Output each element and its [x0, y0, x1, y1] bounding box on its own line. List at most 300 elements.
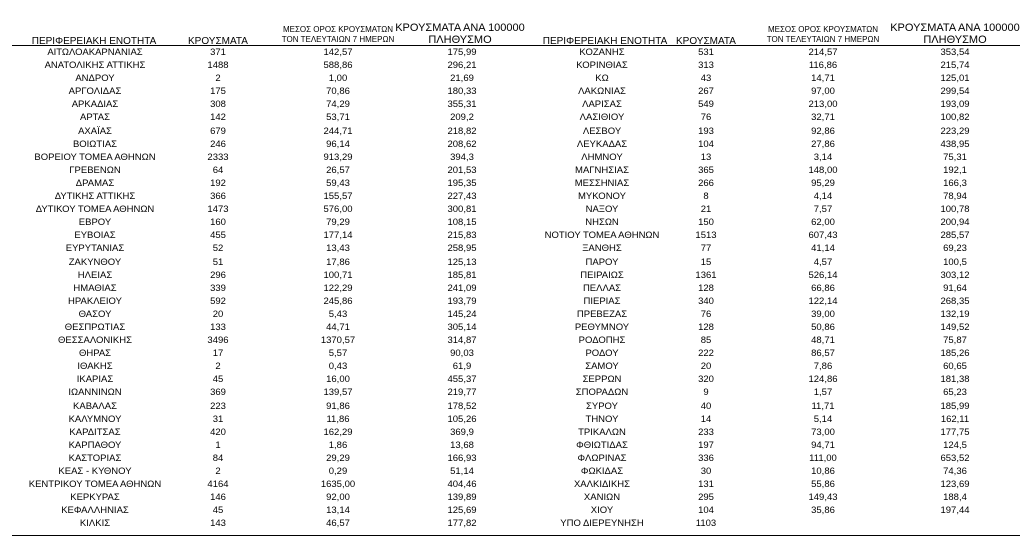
table-row: [520, 465, 1036, 478]
cell-region: ΙΘΑΚΗΣ: [77, 361, 113, 373]
cell-region: ΜΥΚΟΝΟΥ: [578, 191, 626, 203]
cell-cases: 531: [698, 47, 714, 58]
table-row: [520, 452, 1036, 465]
cell-region: ΚΕΝΤΡΙΚΟΥ ΤΟΜΕΑ ΑΘΗΝΩΝ: [28, 479, 162, 491]
cell-region: ΠΕΙΡΑΙΩΣ: [580, 269, 624, 281]
cell-per100k: 100,78: [940, 204, 970, 216]
header-cases: ΚΡΟΥΣΜΑΤΑ: [676, 36, 736, 47]
cell-cases: 455: [210, 230, 226, 242]
cell-avg7: 86,57: [811, 348, 835, 360]
cell-per100k: 74,36: [943, 466, 967, 477]
cell-avg7: 5,14: [813, 413, 833, 425]
cell-region: ΡΟΔΟΠΗΣ: [578, 335, 626, 347]
cell-avg7: 576,00: [323, 204, 353, 216]
cell-avg7: 0,29: [328, 466, 348, 477]
cell-cases: 133: [210, 321, 226, 333]
cell-region: ΛΕΥΚΑΔΑΣ: [576, 138, 628, 150]
right-rows: [520, 46, 1036, 530]
cell-per100k: 51,14: [450, 466, 474, 477]
cell-cases: 3496: [207, 335, 229, 347]
table-row: [520, 216, 1036, 229]
cell-region: ΛΕΣΒΟΥ: [582, 125, 622, 137]
cell-region: ΑΙΤΩΛΟΑΚΑΡΝΑΝΙΑΣ: [47, 47, 143, 58]
cell-region: ΚΕΑΣ - ΚΥΘΝΟΥ: [58, 466, 132, 477]
table-row: [520, 478, 1036, 491]
left-rows: [0, 46, 520, 530]
cell-cases: 193: [698, 125, 714, 137]
cell-per100k: 60,65: [943, 361, 967, 373]
cell-cases: 104: [698, 138, 714, 150]
cell-region: ΑΝΔΡΟΥ: [75, 73, 115, 85]
cell-per100k: 181,38: [940, 374, 970, 386]
cell-cases: 679: [210, 125, 226, 137]
cell-cases: 131: [698, 479, 714, 491]
cell-region: ΚΩ: [595, 73, 609, 85]
cell-avg7: 27,86: [811, 138, 835, 150]
cell-per100k: 404,46: [447, 479, 477, 491]
cell-cases: 1513: [695, 230, 717, 242]
cell-region: ΔΡΑΜΑΣ: [75, 177, 115, 189]
table-row: [520, 517, 1036, 530]
cell-per100k: 296,21: [447, 60, 477, 72]
cell-avg7: 96,14: [326, 138, 350, 150]
cell-per100k: 123,69: [940, 479, 970, 491]
cell-avg7: 4,57: [813, 256, 833, 268]
cell-per100k: 61,9: [452, 361, 472, 373]
cell-per100k: 185,26: [940, 348, 970, 360]
cell-cases: 192: [210, 177, 226, 189]
cell-cases: 197: [698, 439, 714, 451]
cell-per100k: 455,37: [447, 374, 477, 386]
cell-per100k: 305,14: [447, 321, 477, 333]
cell-region: ΚΑΒΑΛΑΣ: [73, 400, 117, 412]
cell-avg7: 155,57: [323, 191, 353, 203]
cell-avg7: 11,71: [811, 400, 835, 412]
cell-per100k: 195,35: [447, 177, 477, 189]
cell-per100k: 108,15: [447, 217, 477, 229]
table-row: [0, 452, 520, 465]
cell-per100k: 653,52: [940, 452, 970, 464]
table-row: [0, 426, 520, 439]
cell-per100k: 13,68: [450, 439, 474, 451]
cell-per100k: 145,24: [447, 308, 477, 320]
cell-avg7: 913,29: [323, 151, 353, 163]
table-row: [0, 111, 520, 124]
cell-cases: 320: [698, 374, 714, 386]
cell-cases: 296: [210, 269, 226, 281]
cell-avg7: 122,14: [808, 295, 838, 307]
table-row: [520, 203, 1036, 216]
cell-cases: 2: [215, 73, 221, 85]
cell-cases: 2333: [207, 151, 229, 163]
header-cases: ΚΡΟΥΣΜΑΤΑ: [188, 36, 248, 47]
cell-cases: 76: [700, 112, 712, 124]
table-row: [520, 59, 1036, 72]
cell-avg7: 244,71: [323, 125, 353, 137]
table-row: [0, 242, 520, 255]
cell-region: ΗΡΑΚΛΕΙΟΥ: [68, 295, 122, 307]
cell-per100k: 124,5: [943, 439, 967, 451]
cell-region: ΝΗΣΩΝ: [585, 217, 619, 229]
cell-cases: 45: [212, 374, 224, 386]
cell-cases: 9: [703, 387, 709, 399]
table-row: [0, 504, 520, 517]
cell-per100k: 355,31: [447, 99, 477, 111]
table-row: [0, 282, 520, 295]
cell-per100k: 223,29: [940, 125, 970, 137]
cell-per100k: 180,33: [447, 86, 477, 98]
table-row: [520, 386, 1036, 399]
cell-avg7: 53,71: [326, 112, 350, 124]
cell-per100k: 175,99: [447, 47, 477, 58]
cell-avg7: 1,57: [813, 387, 833, 399]
cell-region: ΛΑΡΙΣΑΣ: [582, 99, 622, 111]
cell-per100k: 285,57: [940, 230, 970, 242]
cell-cases: 267: [698, 86, 714, 98]
cell-per100k: 303,12: [940, 269, 970, 281]
cell-cases: 233: [698, 426, 714, 438]
cell-cases: 15: [700, 256, 712, 268]
cell-per100k: 100,82: [940, 112, 970, 124]
cell-region: ΑΝΑΤΟΛΙΚΗΣ ΑΤΤΙΚΗΣ: [44, 60, 146, 72]
cell-per100k: 100,5: [943, 256, 967, 268]
cell-region: ΚΑΡΠΑΘΟΥ: [68, 439, 122, 451]
table-row: [520, 164, 1036, 177]
cell-per100k: 258,95: [447, 243, 477, 255]
cell-per100k: 69,23: [943, 243, 967, 255]
cell-avg7: 62,00: [811, 217, 835, 229]
cell-avg7: 35,86: [811, 505, 835, 517]
table-row: [0, 478, 520, 491]
cell-region: ΛΗΜΝΟΥ: [581, 151, 623, 163]
table-row: [0, 229, 520, 242]
cell-cases: 40: [700, 400, 712, 412]
cell-region: ΕΥΒΟΙΑΣ: [74, 230, 116, 242]
cell-avg7: 16,00: [326, 374, 350, 386]
cell-avg7: 149,43: [808, 492, 838, 504]
cell-per100k: 215,83: [447, 230, 477, 242]
cell-avg7: 116,86: [808, 60, 838, 72]
table-row: [520, 347, 1036, 360]
cell-avg7: 0,43: [328, 361, 348, 373]
cell-per100k: 314,87: [447, 335, 477, 347]
cell-region: ΖΑΚΥΝΘΟΥ: [68, 256, 122, 268]
cell-per100k: 241,09: [447, 282, 477, 294]
cell-avg7: 1,00: [328, 73, 348, 85]
table-row: [520, 151, 1036, 164]
cell-region: ΑΡΤΑΣ: [80, 112, 110, 124]
cell-per100k: 215,74: [940, 60, 970, 72]
cell-region: ΚΟΖΑΝΗΣ: [579, 47, 625, 58]
table-row: [520, 138, 1036, 151]
table-row: [520, 491, 1036, 504]
cell-avg7: 29,29: [326, 452, 350, 464]
cell-cases: 1488: [207, 60, 229, 72]
cell-avg7: 11,86: [326, 413, 350, 425]
table-row: [520, 413, 1036, 426]
cell-per100k: 200,94: [940, 217, 970, 229]
cell-cases: 21: [700, 204, 712, 216]
cell-cases: 549: [698, 99, 714, 111]
table-row: [0, 491, 520, 504]
cell-region: ΦΘΙΩΤΙΔΑΣ: [576, 439, 628, 451]
cell-avg7: 94,71: [811, 439, 835, 451]
cell-region: ΙΩΑΝΝΙΝΩΝ: [68, 387, 122, 399]
table-row: [520, 400, 1036, 413]
cell-region: ΛΑΚΩΝΙΑΣ: [578, 86, 626, 98]
cell-region: ΒΟΙΩΤΙΑΣ: [72, 138, 118, 150]
cell-region: ΚΕΦΑΛΛΗΝΙΑΣ: [61, 505, 129, 517]
cell-avg7: 14,71: [811, 73, 835, 85]
cell-cases: 592: [210, 295, 226, 307]
cell-per100k: 193,79: [447, 295, 477, 307]
table-row: [0, 85, 520, 98]
cell-region: ΣΕΡΡΩΝ: [582, 374, 622, 386]
cell-per100k: 201,53: [447, 164, 477, 176]
table-row: [0, 373, 520, 386]
header-per100k: ΚΡΟΥΣΜΑΤΑ ΑΝΑ 100000 ΠΛΗΘΥΣΜΟ: [890, 22, 1020, 46]
cell-cases: 14: [700, 413, 712, 425]
cell-avg7: 59,43: [326, 177, 350, 189]
cell-per100k: 166,3: [943, 177, 967, 189]
cell-cases: 128: [698, 321, 714, 333]
header-region: ΠΕΡΙΦΕΡΕΙΑΚΗ ΕΝΟΤΗΤΑ: [31, 36, 157, 47]
cell-per100k: 369,9: [450, 426, 474, 438]
cell-region: ΛΑΣΙΘΙΟΥ: [579, 112, 625, 124]
cell-cases: 30: [700, 466, 712, 477]
cell-per100k: 192,1: [943, 164, 967, 176]
cell-region: ΠΕΛΛΑΣ: [582, 282, 622, 294]
table-row: [0, 386, 520, 399]
cell-cases: 2: [215, 361, 221, 373]
cell-region: ΙΚΑΡΙΑΣ: [76, 374, 114, 386]
cell-cases: 1103: [695, 518, 717, 530]
cell-per100k: 394,3: [450, 151, 474, 163]
cell-cases: 369: [210, 387, 226, 399]
cell-per100k: 185,81: [447, 269, 477, 281]
cell-avg7: 13,14: [326, 505, 350, 517]
cell-avg7: 3,14: [813, 151, 833, 163]
cell-region: ΠΙΕΡΙΑΣ: [583, 295, 621, 307]
cell-region: ΑΡΚΑΔΙΑΣ: [71, 99, 119, 111]
cell-cases: 246: [210, 138, 226, 150]
cell-cases: 43: [700, 73, 712, 85]
cell-region: ΜΕΣΣΗΝΙΑΣ: [574, 177, 630, 189]
cell-avg7: 148,00: [808, 164, 838, 176]
cell-avg7: 526,14: [808, 269, 838, 281]
cell-region: ΡΕΘΥΜΝΟΥ: [574, 321, 630, 333]
cell-region: ΤΡΙΚΑΛΩΝ: [578, 426, 626, 438]
cell-cases: 76: [700, 308, 712, 320]
cell-avg7: 55,86: [811, 479, 835, 491]
cell-per100k: 209,2: [450, 112, 474, 124]
table-row: [0, 256, 520, 269]
cell-per100k: 353,54: [940, 47, 970, 58]
cell-per100k: 299,54: [940, 86, 970, 98]
cell-region: ΚΕΡΚΥΡΑΣ: [70, 492, 120, 504]
cell-per100k: 219,77: [447, 387, 477, 399]
cell-per100k: 162,11: [940, 413, 970, 425]
cell-region: ΚΟΡΙΝΘΙΑΣ: [576, 60, 628, 72]
table-row: [520, 72, 1036, 85]
header-region: ΠΕΡΙΦΕΡΕΙΑΚΗ ΕΝΟΤΗΤΑ: [542, 36, 668, 47]
table-row: [0, 98, 520, 111]
cell-cases: 1: [215, 439, 221, 451]
table-row: [520, 308, 1036, 321]
table-row: [520, 439, 1036, 452]
cell-cases: 266: [698, 177, 714, 189]
cell-avg7: 1370,57: [320, 335, 356, 347]
cell-region: ΤΗΝΟΥ: [585, 413, 619, 425]
cell-region: ΑΧΑΪΑΣ: [78, 125, 112, 137]
table-row: [0, 46, 520, 59]
bottom-rule: [12, 535, 520, 536]
cell-per100k: 149,52: [940, 321, 970, 333]
cell-per100k: 75,87: [943, 335, 967, 347]
bottom-rule: [520, 535, 1020, 536]
cell-region: ΠΡΕΒΕΖΑΣ: [576, 308, 628, 320]
cell-avg7: 588,86: [323, 60, 353, 72]
cell-cases: 150: [698, 217, 714, 229]
cell-avg7: 607,43: [808, 230, 838, 242]
cell-region: ΓΡΕΒΕΝΩΝ: [69, 164, 121, 176]
table-row: [520, 177, 1036, 190]
cell-per100k: 132,19: [940, 308, 970, 320]
header-avg7: ΜΕΣΟΣ ΟΡΟΣ ΚΡΟΥΣΜΑΤΩΝ ΤΟΝ ΤΕΛΕΥΤΑΙΩΝ 7 ΗΜΕΡΩΝ: [281, 25, 395, 44]
cell-cases: 336: [698, 452, 714, 464]
cell-avg7: 91,86: [326, 400, 350, 412]
table-row: [520, 125, 1036, 138]
cell-cases: 371: [210, 47, 226, 58]
table-row: [0, 439, 520, 452]
cell-cases: 128: [698, 282, 714, 294]
cell-per100k: 268,35: [940, 295, 970, 307]
cell-per100k: 125,01: [940, 73, 970, 85]
cell-region: ΘΕΣΠΡΩΤΙΑΣ: [64, 321, 126, 333]
cell-cases: 51: [212, 256, 224, 268]
cell-region: ΜΑΓΝΗΣΙΑΣ: [575, 164, 629, 176]
table-row: [520, 98, 1036, 111]
cell-cases: 143: [210, 518, 226, 530]
cell-cases: 85: [700, 335, 712, 347]
table-row: [520, 426, 1036, 439]
cell-cases: 295: [698, 492, 714, 504]
cell-region: ΑΡΓΟΛΙΔΑΣ: [68, 86, 122, 98]
table-row: [520, 256, 1036, 269]
cell-region: ΧΙΟΥ: [590, 505, 614, 517]
cell-region: ΘΑΣΟΥ: [78, 308, 112, 320]
cell-region: ΧΑΛΚΙΔΙΚΗΣ: [573, 479, 631, 491]
cell-per100k: 125,69: [447, 505, 477, 517]
table-row: [0, 347, 520, 360]
cell-avg7: 10,86: [811, 466, 835, 477]
cell-avg7: 66,86: [811, 282, 835, 294]
cell-region: ΦΩΚΙΔΑΣ: [580, 466, 624, 477]
table-row: [520, 242, 1036, 255]
cell-avg7: 122,29: [323, 282, 353, 294]
cell-cases: 366: [210, 191, 226, 203]
table-row: [0, 400, 520, 413]
cell-avg7: 4,14: [813, 191, 833, 203]
cell-cases: 2: [215, 466, 221, 477]
table-row: [0, 360, 520, 373]
table-row: [520, 269, 1036, 282]
cell-avg7: 111,00: [809, 452, 837, 464]
cell-avg7: 97,00: [811, 86, 835, 98]
cell-avg7: 13,43: [326, 243, 350, 255]
cell-region: ΡΟΔΟΥ: [585, 348, 619, 360]
table-row: [520, 334, 1036, 347]
table-row: [0, 517, 520, 530]
table-row: [0, 164, 520, 177]
cell-region: ΕΥΡΥΤΑΝΙΑΣ: [65, 243, 125, 255]
cell-avg7: 5,43: [328, 308, 348, 320]
header-avg7: ΜΕΣΟΣ ΟΡΟΣ ΚΡΟΥΣΜΑΤΩΝ ΤΟΝ ΤΕΛΕΥΤΑΙΩΝ 7 ΗΜΕΡΩΝ: [766, 25, 880, 44]
cell-region: ΔΥΤΙΚΟΥ ΤΟΜΕΑ ΑΘΗΝΩΝ: [35, 204, 155, 216]
cell-region: ΠΑΡΟΥ: [585, 256, 619, 268]
table-row: [0, 295, 520, 308]
cell-cases: 20: [700, 361, 712, 373]
cell-avg7: 46,57: [326, 518, 350, 530]
cell-avg7: 17,86: [326, 256, 350, 268]
table-row: [520, 46, 1036, 59]
table-row: [0, 308, 520, 321]
table-row: [0, 125, 520, 138]
cell-per100k: 197,44: [940, 505, 970, 517]
cell-avg7: 79,29: [326, 217, 350, 229]
cell-cases: 308: [210, 99, 226, 111]
cell-avg7: 26,57: [326, 164, 350, 176]
cell-region: ΝΟΤΙΟΥ ΤΟΜΕΑ ΑΘΗΝΩΝ: [544, 230, 660, 242]
cell-avg7: 70,86: [326, 86, 350, 98]
table-row: [520, 360, 1036, 373]
cell-region: ΔΥΤΙΚΗΣ ΑΤΤΙΚΗΣ: [54, 191, 136, 203]
table-row: [520, 373, 1036, 386]
cell-per100k: 178,52: [447, 400, 477, 412]
cell-per100k: 185,99: [940, 400, 970, 412]
cell-cases: 340: [698, 295, 714, 307]
cell-avg7: 73,00: [811, 426, 835, 438]
cell-avg7: 7,57: [813, 204, 833, 216]
cell-per100k: 105,26: [447, 413, 477, 425]
cell-cases: 13: [700, 151, 712, 163]
table-row: [520, 504, 1036, 517]
cell-region: ΧΑΝΙΩΝ: [583, 492, 621, 504]
table-row: [520, 190, 1036, 203]
cell-avg7: 92,00: [326, 492, 350, 504]
table-row: [0, 269, 520, 282]
cell-cases: 8: [703, 191, 709, 203]
cell-cases: 84: [212, 452, 224, 464]
cell-cases: 77: [700, 243, 712, 255]
cell-cases: 17: [212, 348, 224, 360]
cell-per100k: 90,03: [450, 348, 474, 360]
cell-region: ΣΠΟΡΑΔΩΝ: [575, 387, 629, 399]
header-per100k: ΚΡΟΥΣΜΑΤΑ ΑΝΑ 100000 ΠΛΗΘΥΣΜΟ: [395, 22, 525, 46]
cell-avg7: 245,86: [323, 295, 353, 307]
table-row: [520, 111, 1036, 124]
cell-avg7: 50,86: [811, 321, 835, 333]
cell-region: ΞΑΝΘΗΣ: [582, 243, 622, 255]
cell-per100k: 78,94: [943, 191, 967, 203]
cell-region: ΗΛΕΙΑΣ: [77, 269, 113, 281]
cell-per100k: 438,95: [940, 138, 970, 150]
cell-avg7: 32,71: [811, 112, 835, 124]
table-row: [520, 229, 1036, 242]
table-row: [0, 177, 520, 190]
cell-region: ΝΑΞΟΥ: [585, 204, 619, 216]
table-row: [0, 321, 520, 334]
